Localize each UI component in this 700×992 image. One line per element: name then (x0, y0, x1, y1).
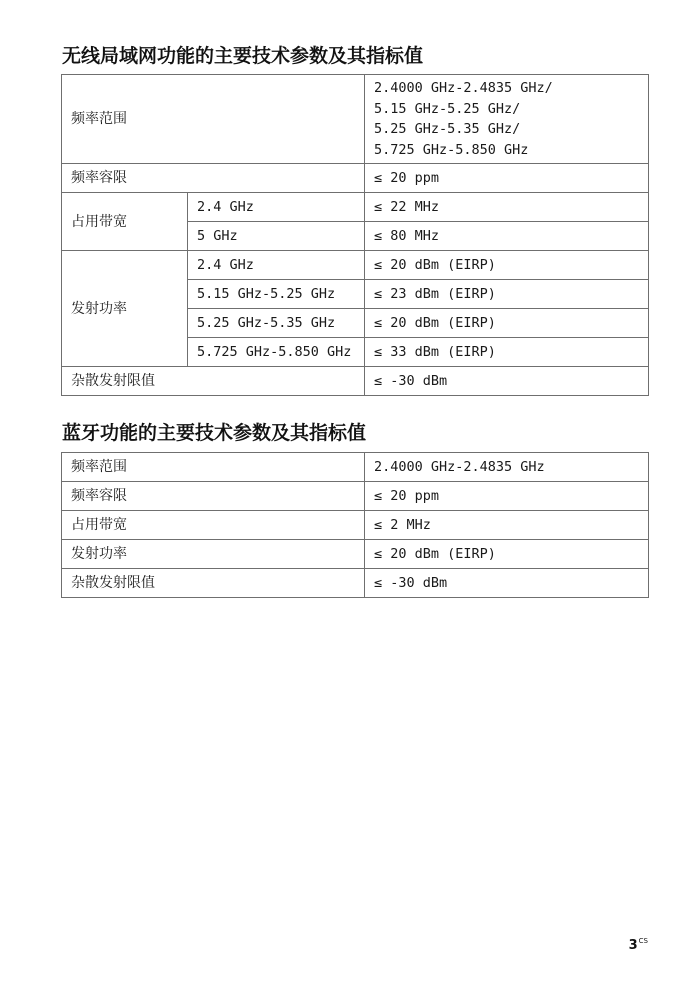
freq-tolerance-label: 频率容限 (62, 164, 365, 193)
freq-range-line: 5.15 GHz-5.25 GHz/ (374, 100, 521, 117)
freq-tolerance-value: ≤ 20 ppm (365, 164, 649, 193)
spurious-label: 杂散发射限值 (62, 367, 365, 396)
freq-range-label: 频率范围 (62, 75, 365, 164)
bt-param-value: ≤ 20 ppm (365, 482, 649, 511)
tx-power-band: 5.15 GHz-5.25 GHz (188, 280, 365, 309)
wlan-section-title: 无线局域网功能的主要技术参数及其指标值 (62, 45, 424, 67)
bt-param-value: ≤ 2 MHz (365, 511, 649, 540)
bt-param-label: 占用带宽 (62, 511, 365, 540)
bandwidth-band: 2.4 GHz (188, 193, 365, 222)
tx-power-value: ≤ 33 dBm (EIRP) (365, 338, 649, 367)
table-row (62, 251, 649, 280)
bt-param-value: ≤ -30 dBm (365, 569, 649, 598)
bt-param-label: 频率范围 (62, 453, 365, 482)
bandwidth-value: ≤ 22 MHz (365, 193, 649, 222)
tx-power-value: ≤ 20 dBm (EIRP) (365, 251, 649, 280)
table-row (62, 482, 649, 511)
tx-power-value: ≤ 20 dBm (EIRP) (365, 309, 649, 338)
bt-param-label: 发射功率 (62, 540, 365, 569)
table-row (62, 75, 649, 164)
page-number-suffix: CS (638, 937, 648, 945)
page-number (629, 937, 648, 953)
table-row (62, 540, 649, 569)
bt-param-value: 2.4000 GHz-2.4835 GHz (365, 453, 649, 482)
table-row (62, 511, 649, 540)
bt-param-label: 杂散发射限值 (62, 569, 365, 598)
table-row (62, 367, 649, 396)
table-row (62, 569, 649, 598)
wlan-spec-table (61, 74, 649, 396)
bandwidth-value: ≤ 80 MHz (365, 222, 649, 251)
freq-range-line: 2.4000 GHz-2.4835 GHz/ (374, 80, 553, 96)
bandwidth-label: 占用带宽 (62, 193, 188, 251)
bandwidth-band: 5 GHz (188, 222, 365, 251)
bluetooth-spec-table (61, 452, 649, 598)
freq-range-line: 5.25 GHz-5.35 GHz/ (374, 121, 521, 137)
bt-param-value: ≤ 20 dBm (EIRP) (365, 540, 649, 569)
tx-power-band: 2.4 GHz (188, 251, 365, 280)
tx-power-band: 5.25 GHz-5.35 GHz (188, 309, 365, 338)
tx-power-band: 5.725 GHz-5.850 GHz (188, 338, 365, 367)
spurious-value: ≤ -30 dBm (365, 367, 649, 396)
freq-range-line: 5.725 GHz-5.850 GHz (374, 141, 529, 158)
tx-power-label: 发射功率 (62, 251, 188, 367)
table-row (62, 193, 649, 222)
table-row (62, 164, 649, 193)
bt-param-label: 频率容限 (62, 482, 365, 511)
table-row (62, 453, 649, 482)
freq-range-value (365, 75, 649, 164)
bluetooth-section-title: 蓝牙功能的主要技术参数及其指标值 (62, 422, 367, 444)
page-number-digit: 3 (628, 938, 638, 953)
tx-power-value: ≤ 23 dBm (EIRP) (365, 280, 649, 309)
